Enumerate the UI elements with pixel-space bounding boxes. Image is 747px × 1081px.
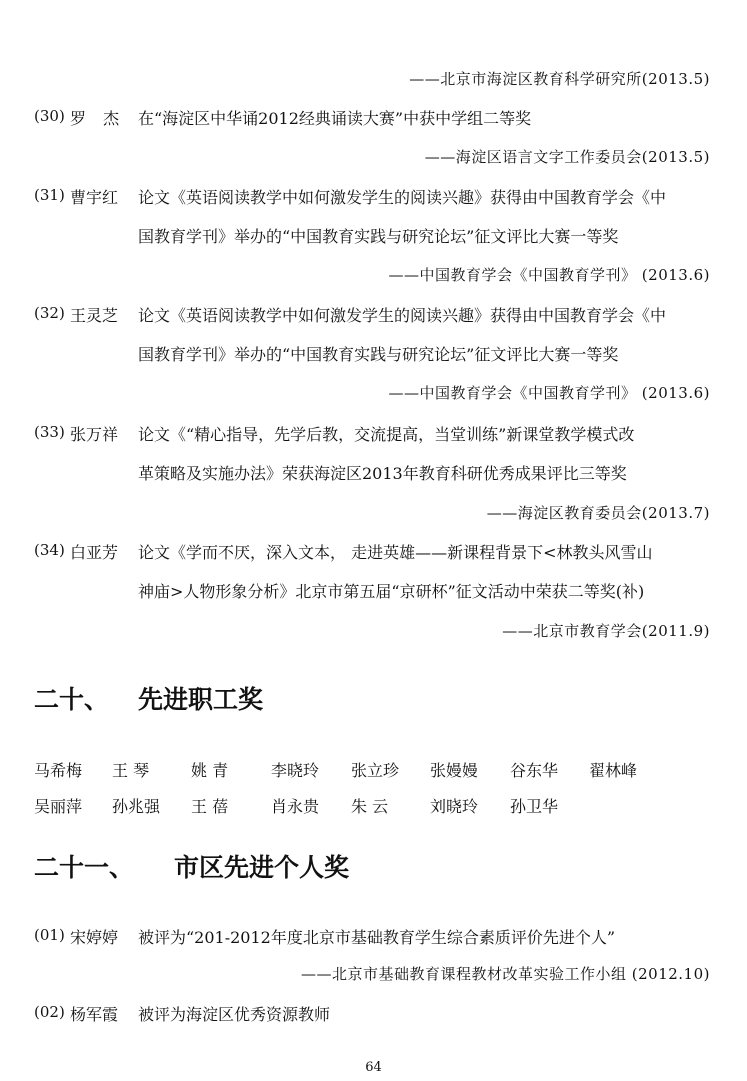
entry-name: 白亚芳 [70,543,119,562]
person-name: 姚 青 [191,761,229,780]
entry-name: 王灵芝 [70,306,119,325]
person-name: 肖永贵 [271,797,320,816]
person-name: 翟林峰 [589,761,638,780]
entry-text: 国教育学刊》举办的“中国教育实践与研究论坛”征文评比大赛一等奖 [138,345,619,364]
section-heading-20 [34,680,263,716]
entry-name: 曹宇红 [70,188,119,207]
source-line: ——北京市海淀区教育科学研究所(2013.5) [409,70,710,88]
person-name: 孙卫华 [510,797,559,816]
entry-text: 革策略及实施办法》荣获海淀区2013年教育科研优秀成果评比三等奖 [138,464,627,483]
section-title: 市区先进个人奖 [174,853,350,882]
person-name: 王 蓓 [191,797,229,816]
entry-number: (30) [34,107,65,125]
page-number: 64 [365,1060,382,1075]
source-line: ——海淀区教育委员会(2013.7) [486,504,710,522]
entry-number: (33) [34,423,65,441]
entry-number: (31) [34,186,65,204]
source-line: ——海淀区语言文字工作委员会(2013.5) [424,148,710,166]
section-number: 二十、 [34,685,110,714]
entry-name: 罗 杰 [70,109,126,128]
person-name: 张立珍 [351,761,400,780]
section-title: 先进职工奖 [138,685,264,714]
source-line: ——北京市基础教育课程教材改革实验工作小组 (2012.10) [300,965,710,983]
section-number: 二十一、 [34,853,135,882]
entry-name: 杨军霞 [70,1005,119,1024]
person-name: 谷东华 [510,761,559,780]
entry-name: 宋婷婷 [70,928,119,947]
entry-text: 论文《英语阅读教学中如何激发学生的阅读兴趣》获得由中国教育学会《中 [138,188,667,207]
section-heading-21 [34,848,349,884]
person-name: 李晓玲 [271,761,320,780]
entry-name: 张万祥 [70,425,119,444]
entry-number: (01) [34,926,65,944]
entry-text: 国教育学刊》举办的“中国教育实践与研究论坛”征文评比大赛一等奖 [138,227,619,246]
entry-text: 神庙>人物形象分析》北京市第五届“京研杯”征文活动中荣获二等奖(补) [138,582,645,601]
entry-text: 论文《学而不厌，深入文本， 走进英雄——新课程背景下<林教头风雪山 [138,543,653,562]
entry-number: (34) [34,541,65,559]
entry-number: (02) [34,1003,65,1021]
entry-text: 论文《“精心指导，先学后教，交流提高，当堂训练”新课堂教学模式改 [138,425,635,444]
entry-text: 在“海淀区中华诵2012经典诵读大赛”中获中学组二等奖 [138,109,532,128]
person-name: 张嫚嫚 [430,761,479,780]
person-name: 刘晓玲 [430,797,479,816]
person-name: 朱 云 [351,797,389,816]
entry-text: 被评为“201-2012年度北京市基础教育学生综合素质评价先进个人” [138,928,616,947]
person-name: 孙兆强 [112,797,161,816]
person-name: 马希梅 [34,761,83,780]
source-line: ——中国教育学会《中国教育学刊》 (2013.6) [388,266,710,284]
entry-text: 被评为海淀区优秀资源教师 [138,1005,331,1024]
source-line: ——北京市教育学会(2011.9) [502,622,710,640]
person-name: 王 琴 [112,761,150,780]
source-line: ——中国教育学会《中国教育学刊》 (2013.6) [388,384,710,402]
entry-number: (32) [34,304,65,322]
person-name: 吴丽萍 [34,797,83,816]
entry-text: 论文《英语阅读教学中如何激发学生的阅读兴趣》获得由中国教育学会《中 [138,306,667,325]
